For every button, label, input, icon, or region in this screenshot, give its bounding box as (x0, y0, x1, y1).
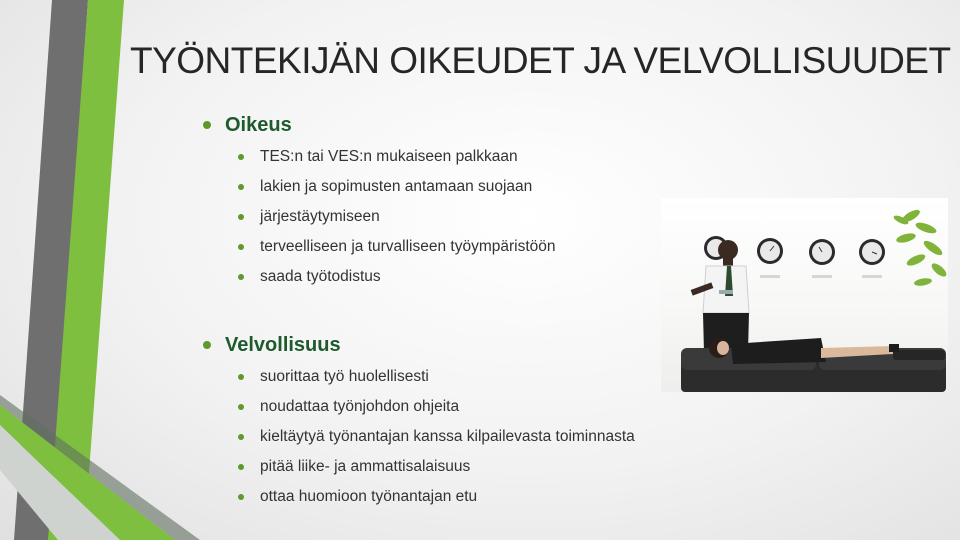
list-item (238, 482, 635, 512)
bullet-icon (203, 341, 211, 349)
bullet-icon (203, 121, 211, 129)
clock-icon (859, 239, 885, 278)
clock-icon (809, 239, 835, 278)
list-item (238, 422, 635, 452)
plant-icon (892, 208, 948, 287)
list-item (238, 142, 556, 172)
item-text: saada työtodistus (260, 268, 381, 285)
list-item (238, 362, 635, 392)
bullet-icon (238, 434, 244, 440)
section-velvollisuus (200, 332, 635, 512)
bullet-icon (238, 464, 244, 470)
list-item (238, 392, 635, 422)
bullet-icon (238, 404, 244, 410)
item-list (200, 362, 635, 512)
bullet-icon (238, 374, 244, 380)
item-text: pitää liike- ja ammattisalaisuus (260, 458, 471, 475)
item-text: TES:n tai VES:n mukaiseen palkkaan (260, 148, 518, 165)
item-text: terveelliseen ja turvalliseen työympäristöön (260, 238, 556, 255)
section-oikeus (200, 112, 556, 292)
slide-title: TYÖNTEKIJÄN OIKEUDET JA VELVOLLISUUDET (130, 40, 951, 81)
bullet-icon (238, 494, 244, 500)
section-heading (200, 332, 635, 358)
list-item (238, 172, 556, 202)
bullet-icon (238, 274, 244, 280)
clock-icon (757, 238, 783, 278)
item-text: noudattaa työnjohdon ohjeita (260, 398, 460, 415)
section-label: Velvollisuus (225, 333, 341, 356)
list-item (238, 202, 556, 232)
list-item (238, 232, 556, 262)
bullet-icon (238, 214, 244, 220)
bullet-icon (238, 244, 244, 250)
section-heading (200, 112, 556, 138)
bullet-icon (238, 154, 244, 160)
office-photo (661, 198, 948, 392)
list-item (238, 262, 556, 292)
item-text: ottaa huomioon työnantajan etu (260, 488, 478, 505)
item-text: kieltäytyä työnantajan kanssa kilpailevasta toiminnasta (260, 428, 635, 445)
item-text: järjestäytymiseen (260, 208, 380, 225)
section-label: Oikeus (225, 113, 292, 136)
item-list (200, 142, 556, 292)
item-text: lakien ja sopimusten antamaan suojaan (260, 178, 533, 195)
list-item (238, 452, 635, 482)
item-text: suorittaa työ huolellisesti (260, 368, 429, 385)
bullet-icon (238, 184, 244, 190)
